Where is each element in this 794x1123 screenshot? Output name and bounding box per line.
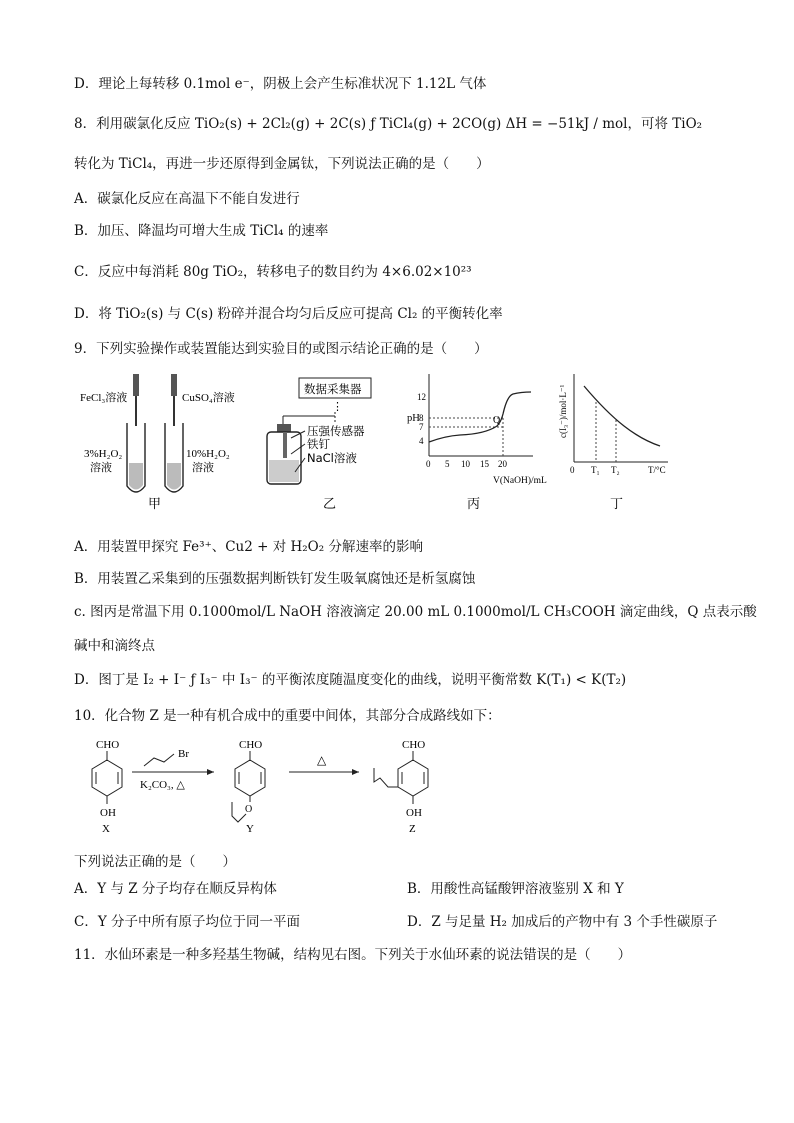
q10-option-b: B．用酸性高锰酸钾溶液鉴别 X 和 Y: [407, 881, 624, 897]
bing-ylabel: pH: [407, 413, 420, 424]
bing-caption: 丙: [467, 497, 481, 512]
x-label: X: [102, 823, 110, 835]
q8-stem-line2: 转化为 TiCl₄，再进一步还原得到金属钛，下列说法正确的是（ ）: [74, 156, 490, 172]
y-label: Y: [246, 823, 254, 835]
x-oh: OH: [100, 807, 116, 819]
q10-option-d: D．Z 与足量 H₂ 加成后的产物中有 3 个手性碳原子: [407, 914, 718, 930]
bing-xtick-0: 0: [426, 459, 431, 469]
q8-option-b: B．加压、降温均可增大生成 TiCl₄ 的速率: [74, 223, 329, 239]
jia-left-tube-line1: 3%H₂O₂: [84, 448, 123, 460]
jia-left-reagent: FeCl₃溶液: [80, 392, 128, 404]
q10-option-c: C．Y 分子中所有原子均位于同一平面: [74, 914, 301, 930]
yi-label-sensor: 压强传感器: [307, 424, 365, 438]
q9-option-c-line2: 碱中和滴终点: [74, 638, 155, 654]
jia-right-tube-line2: 溶液: [192, 461, 214, 474]
jia-right-tube-line1: 10%H₂O₂: [186, 448, 230, 460]
figure-yi: [255, 368, 405, 513]
z-oh: OH: [406, 807, 422, 819]
q7-option-d: D．理论上每转移 0.1mol e⁻，阴极上会产生标准状况下 1.12L 气体: [74, 76, 487, 92]
bing-xtick-20: 20: [498, 459, 507, 469]
bing-xtick-5: 5: [445, 459, 450, 469]
q9-option-a: A．用装置甲探究 Fe³⁺、Cu2 + 对 H₂O₂ 分解速率的影响: [74, 539, 423, 555]
y-oxygen: O: [245, 804, 253, 815]
yi-label-nail: 铁钉: [307, 437, 330, 451]
ding-caption: 丁: [610, 497, 624, 512]
ding-xtick-0: 0: [570, 465, 575, 475]
q10-reaction-scheme: [74, 732, 454, 842]
bing-point-q: Q: [493, 415, 501, 426]
y-cho: CHO: [239, 739, 263, 751]
q9-option-c-line1: c. 图丙是常温下用 0.1000mol/L NaOH 溶液滴定 20.00 mL 0.1000mol/L CH₃COOH 滴定曲线，Q 点表示酸: [74, 604, 757, 620]
svg-text:⋮: ⋮: [332, 401, 343, 413]
ding-ylabel: c(I₃⁻)/mol·L⁻¹: [558, 384, 568, 438]
z-label: Z: [409, 823, 416, 835]
yi-caption: 乙: [323, 497, 337, 512]
q9-option-b: B．用装置乙采集到的压强数据判断铁钉发生吸氧腐蚀还是析氢腐蚀: [74, 571, 476, 587]
yi-label-solution: NaCl溶液: [307, 451, 357, 465]
q10-option-a: A．Y 与 Z 分子均存在顺反异构体: [74, 881, 277, 897]
bing-ytick-7: 7: [419, 422, 424, 432]
bing-xtick-10: 10: [461, 459, 470, 469]
reagent-label: K₂CO₃, △: [140, 779, 185, 791]
q11-stem: 11．水仙环素是一种多羟基生物碱，结构见右图。下列关于水仙环素的说法错误的是（ ）: [74, 947, 632, 963]
figure-bing: [405, 366, 555, 514]
yi-box-label: 数据采集器: [304, 382, 362, 396]
heat-label: △: [317, 753, 327, 767]
jia-right-reagent: CuSO₄溶液: [182, 392, 235, 404]
q9-option-d: D．图丁是 I₂ + I⁻ ƒ I₃⁻ 中 I₃⁻ 的平衡浓度随温度变化的曲线，说明平衡常数 K(T₁) < K(T₂): [74, 672, 627, 688]
ding-xtick-t2: T₂: [611, 465, 620, 475]
bing-ytick-12: 12: [417, 392, 426, 402]
q8-option-d: D．将 TiO₂(s) 与 C(s) 粉碎并混合均匀后反应可提高 Cl₂ 的平衡转化率: [74, 306, 503, 322]
q10-question: 下列说法正确的是（ ）: [74, 854, 236, 870]
ding-xlabel: T/°C: [648, 465, 666, 475]
z-cho: CHO: [402, 739, 426, 751]
jia-left-tube-line2: 溶液: [90, 461, 112, 474]
figure-ding: [556, 366, 696, 514]
bing-ytick-8: 8: [419, 413, 424, 423]
q10-stem: 10．化合物 Z 是一种有机合成中的重要中间体，其部分合成路线如下：: [74, 708, 501, 724]
q8-option-a: A．碳氯化反应在高温下不能自发进行: [74, 191, 300, 207]
figure-jia: [74, 368, 249, 513]
allyl-br: Br: [178, 748, 189, 760]
bing-xlabel: V(NaOH)/mL: [493, 476, 547, 486]
q8-stem-line1: 8．利用碳氯化反应 TiO₂(s) + 2Cl₂(g) + 2C(s) ƒ TiCl₄(g) + 2CO(g) ΔH = −51kJ / mol，可将 TiO₂: [74, 116, 703, 132]
bing-ytick-4: 4: [419, 436, 424, 446]
q8-option-c: C．反应中每消耗 80g TiO₂，转移电子的数目约为 4×6.02×10²³: [74, 264, 472, 280]
ding-xtick-t1: T₁: [591, 465, 600, 475]
x-cho: CHO: [96, 739, 120, 751]
jia-caption: 甲: [148, 497, 162, 512]
bing-xtick-15: 15: [480, 459, 489, 469]
q9-stem: 9．下列实验操作或装置能达到实验目的或图示结论正确的是（ ）: [74, 341, 488, 357]
